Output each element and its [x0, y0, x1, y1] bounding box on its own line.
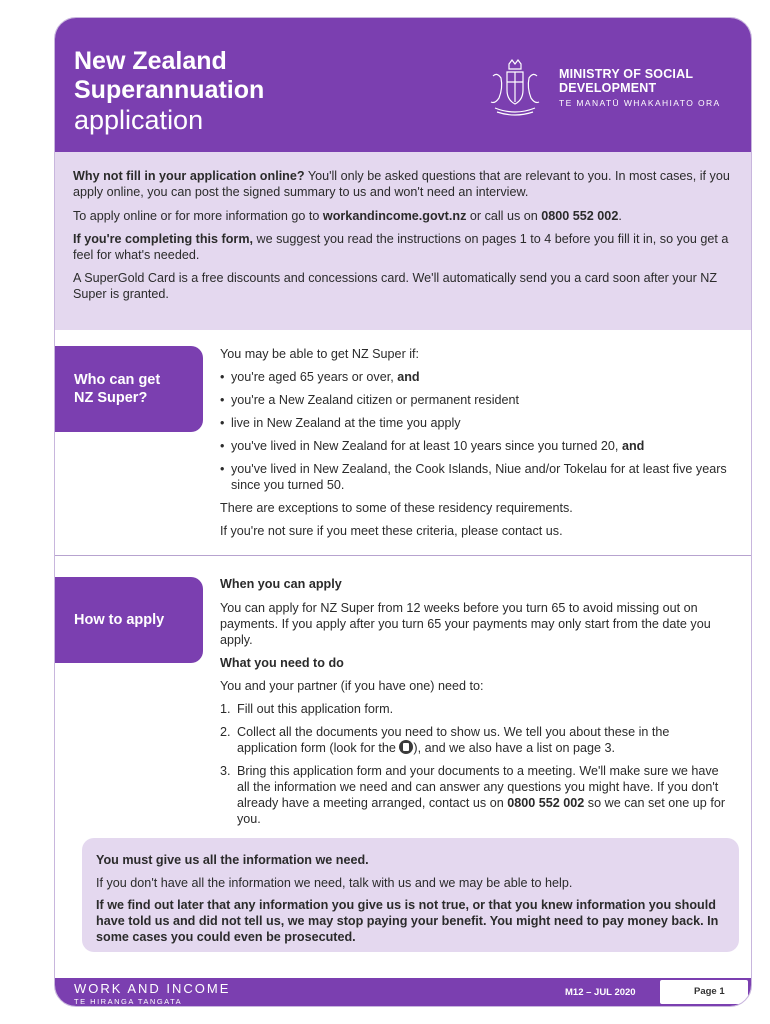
ministry-line-3: TE MANATŪ WHAKAHIATO ORA: [559, 98, 721, 108]
ministry-logo-text: [559, 67, 721, 108]
how-section-tab: [55, 577, 203, 663]
intro-contact-text-b: or call us on: [466, 209, 542, 223]
when-heading: When you can apply: [220, 577, 342, 591]
intro-online-text: You'll only be asked questions that are relevant to you. In most cases, if you apply online, you can post the signed summary to us and won't need an interview.: [73, 169, 730, 199]
who-lead: You may be able to get NZ Super if:: [220, 347, 420, 361]
how-tab-label: How to apply: [74, 612, 165, 628]
form-code: M12 – JUL 2020: [565, 987, 636, 998]
who-bullet-1-text: you're aged 65 years or over,: [231, 370, 398, 384]
title-line-1: New Zealand: [74, 47, 227, 75]
intro-paragraph-supergold: [73, 270, 733, 302]
warning-bold-text: If we find out later that any information you give us is not true, or that you knew information you should have told us and did not tell us, we may stop paying your benefit. You might need to pay money back. In some cases you could even be prosecuted.: [96, 898, 719, 944]
section-divider: [55, 555, 751, 556]
footer-bar: [55, 978, 751, 1007]
intro-completing-text: we suggest you read the instructions on pages 1 to 4 before you fill it in, so you get a feel for what's needed.: [73, 232, 729, 262]
who-bullet-4-bold: and: [621, 439, 645, 453]
ministry-line-2: DEVELOPMENT: [559, 81, 657, 95]
who-bullet-1-bold: and: [397, 370, 420, 384]
intro-contact-text-c: .: [618, 209, 622, 223]
header-banner: [55, 18, 751, 152]
intro-paragraph-completing: [73, 231, 733, 263]
step-3-text-a: Bring this application form and your documents to a meeting. We'll make sure we have all the information we need and can answer any questions you might have. If you don't already have a meeting arranged, contact us on: [237, 764, 719, 810]
who-bullet-4-text: you've lived in New Zealand for at least 10 years since you turned 20,: [231, 439, 622, 453]
who-bullet-5-text: you've lived in New Zealand, the Cook Islands, Niue and/or Tokelau for at least five years since you turned 50.: [231, 462, 727, 492]
step-3-phone: 0800 552 002: [507, 796, 585, 810]
step-2-text-a: Collect all the documents you need to show us. We tell you about these in the application form (look for the: [237, 725, 670, 755]
step-2-number: 2.: [220, 725, 231, 739]
who-tab-line-1: Who can get: [74, 372, 161, 388]
work-and-income-sub: TE HIRANGA TANGATA: [74, 997, 183, 1006]
who-exceptions: There are exceptions to some of these residency requirements.: [220, 501, 573, 515]
intro-panel: [55, 152, 751, 330]
intro-online-bold: Why not fill in your application online?: [73, 169, 305, 183]
step-2-text-b: ), and we also have a list on page 3.: [413, 741, 616, 755]
who-bullet-2-text: you're a New Zealand citizen or permanent resident: [231, 393, 520, 407]
title-line-3: application: [74, 105, 204, 135]
who-tab-line-2: NZ Super?: [74, 390, 148, 406]
warning-box: [82, 838, 739, 952]
step-1-text: Fill out this application form.: [237, 702, 394, 716]
what-lead: You and your partner (if you have one) need to:: [220, 679, 484, 693]
ministry-line-1: MINISTRY OF SOCIAL: [559, 67, 694, 81]
when-text: You can apply for NZ Super from 12 weeks before you turn 65 to avoid missing out on payments. If you apply after you turn 65 your payments may only start from the date you apply.: [220, 601, 711, 647]
form-title: [74, 47, 264, 136]
intro-paragraph-contact: [73, 208, 733, 224]
intro-supergold-text: A SuperGold Card is a free discounts and concessions card. We'll automatically send you a card soon after your NZ Super is granted.: [73, 271, 718, 301]
step-1-number: 1.: [220, 702, 231, 716]
work-and-income-logo: WORK AND INCOME: [74, 981, 231, 996]
step-3-text-b: so we can set one up for you.: [237, 796, 726, 826]
phone-number: 0800 552 002: [541, 209, 619, 223]
who-section-tab: [55, 346, 203, 432]
warning-text: If you don't have all the information we need, talk with us and we may be able to help.: [96, 876, 573, 890]
who-bullet-3-text: live in New Zealand at the time you apply: [231, 416, 461, 430]
document-icon: [399, 740, 413, 754]
page-number: Page 1: [694, 986, 725, 997]
title-line-2: Superannuation: [74, 76, 265, 104]
step-3-number: 3.: [220, 764, 231, 778]
website-link[interactable]: workandincome.govt.nz: [322, 209, 467, 223]
nz-coat-of-arms-icon: [487, 58, 543, 116]
page-number-box: [660, 980, 748, 1004]
intro-completing-bold: If you're completing this form,: [73, 232, 254, 246]
warning-heading: You must give us all the information we need.: [96, 853, 369, 867]
intro-paragraph-online: [73, 168, 733, 200]
document-page: New Zealand Superannuation application MINISTRY OF SOCIAL DEVELOPMENT TE MANATŪ WHAKAHIATO ORA Why not fill in your application online? You'll only be asked questions that are relevant to you. In most cases, if you apply online, you can post the signed summary to us and won't need an interview. To apply online or for more information go to workandincome.govt.nz or call us on 0800 552 002. If you're completing this form, we suggest you read the instructions on pages 1 to 4 before you fill it in, so you get a feel for what's needed. A SuperGold Card is a free discounts and concessions card. We'll automatically send you a card soon after your NZ Super is granted. Who can get NZ Super? You may be able to get NZ Super if: • you're aged 65 years or over, and • you're a New Zealand citizen or permanent resident • live in New Zealand at the time you apply • you've lived in New Zealand for at least 10 years since you turned 20, and • you've lived in New Zealand, the Cook Islands, Niue and/or Tokelau for at least five years since you turned 50. There are exceptions to some of these residency requirements. If you're not sure if you meet these criteria, please contact us. How to apply When you can apply You can apply for NZ Super from 12 weeks before you turn 65 to avoid missing out on payments. If you apply after you turn 65 your payments may only start from the date you apply. What you need to do You and your partner (if you have one) need to: 1. Fill out this application form. 2. Collect all the documents you need to show us. We tell you about these in the application form (look for the ), and we also have a list on page 3. 3. Bring this application form and your documents to a meeting. We'll make sure we have all the information we need and can answer any questions you might have. If you don't already have a meeting arranged, contact us on 0800 552 002 so we can set one up for you. You must give us all the information we need. If you don't have all the information we need, talk with us and we may be able to help. If we find out later that any information you give us is not true, or that you knew information you should have told us and did not tell us, we may stop paying your benefit. You might need to pay money back. In some cases you could even be prosecuted. WORK AND INCOME TE HIRANGA TANGATA M12 – JUL 2020 Page 1: [54, 17, 752, 1007]
who-contact: If you're not sure if you meet these criteria, please contact us.: [220, 524, 563, 538]
what-heading: What you need to do: [220, 656, 344, 670]
intro-contact-text-a: To apply online or for more information go to: [73, 209, 323, 223]
